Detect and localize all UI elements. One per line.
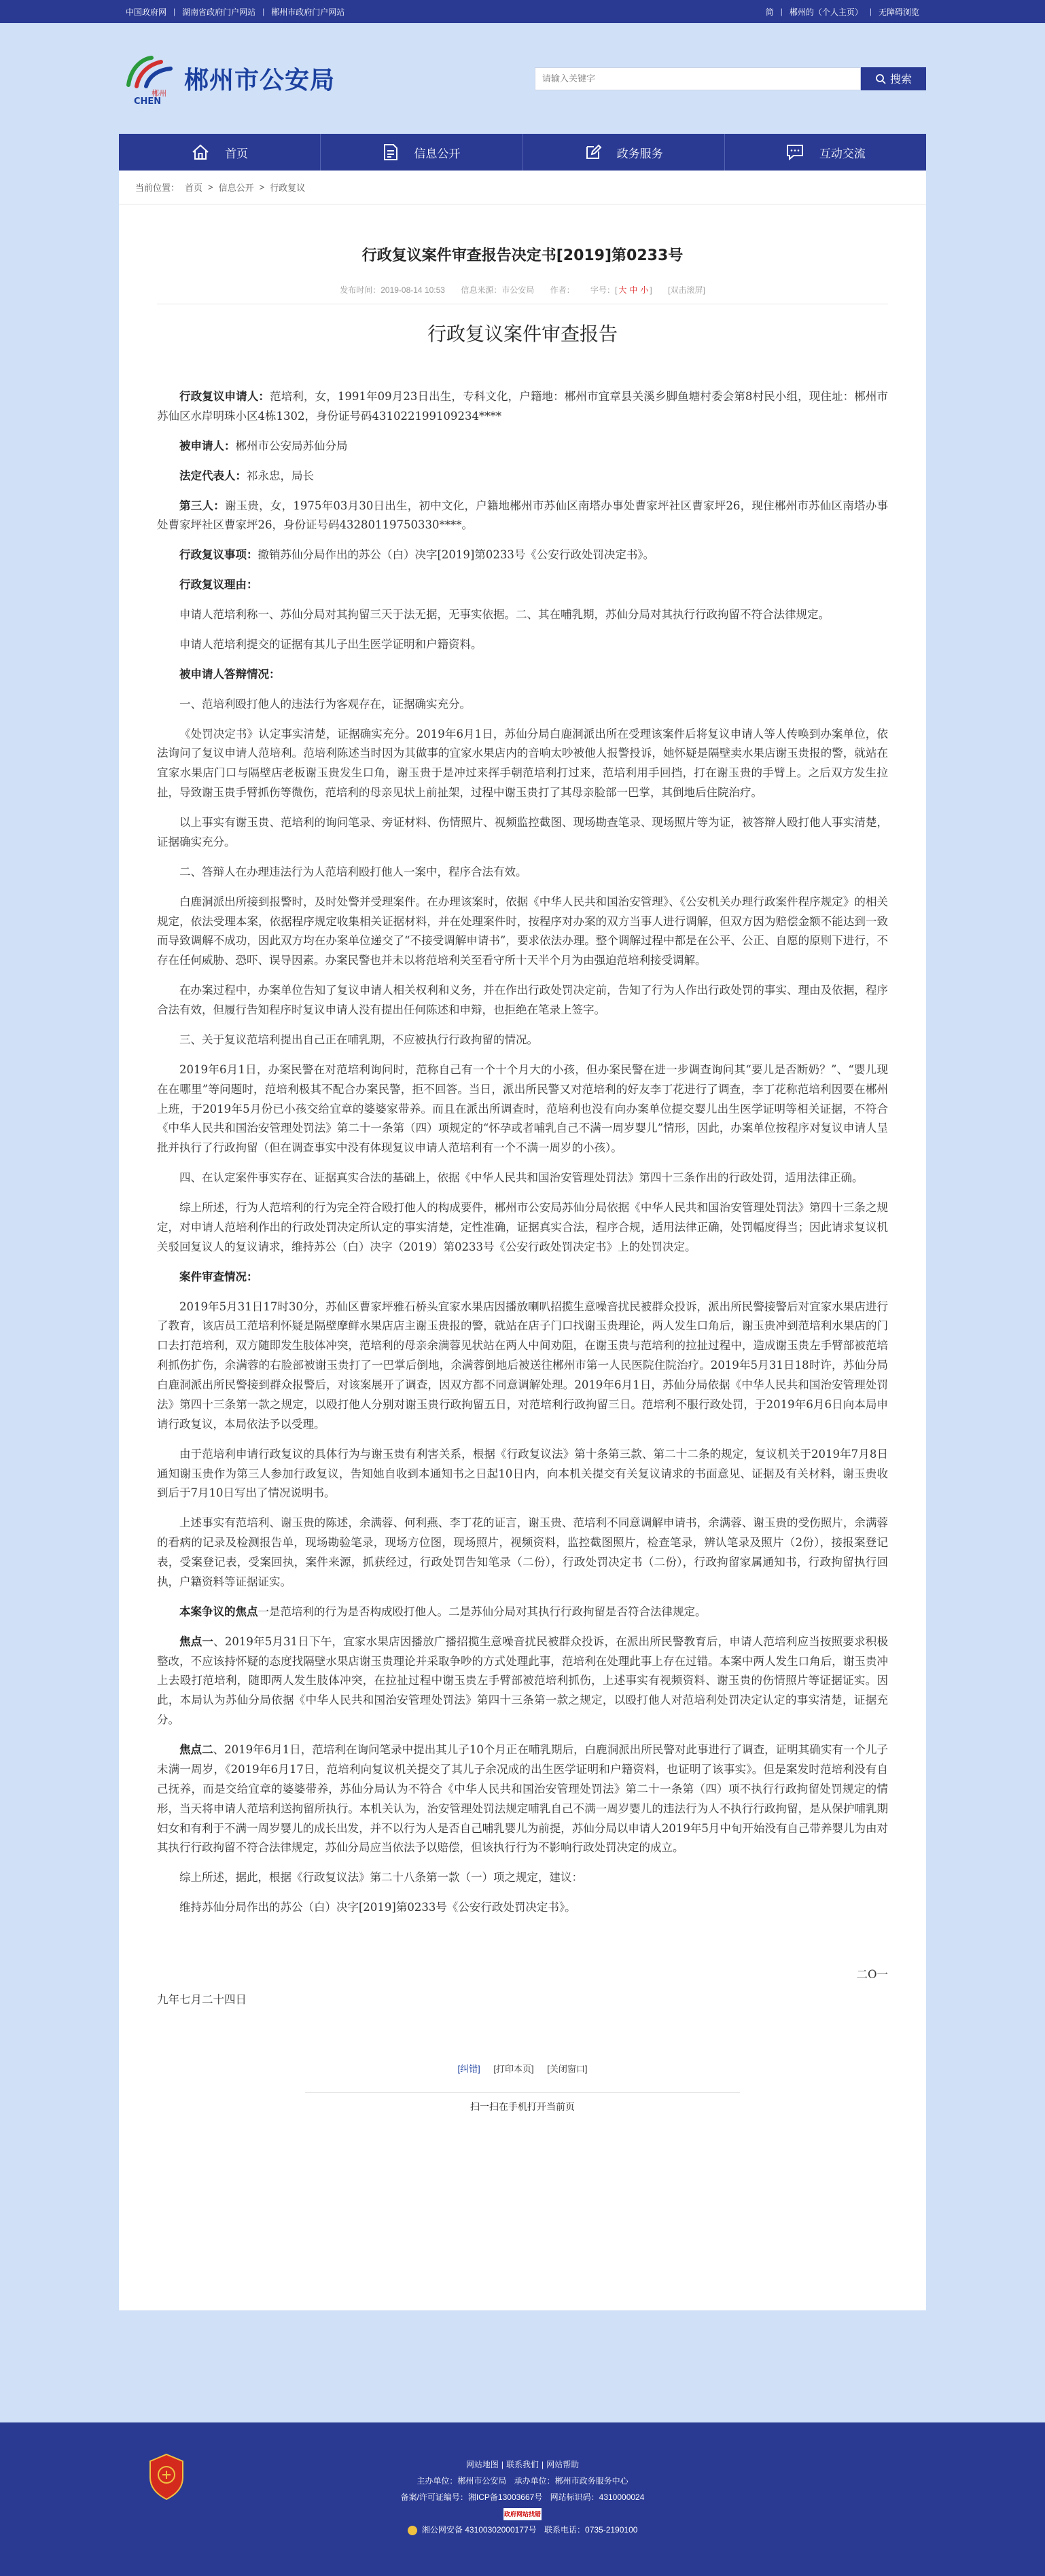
correction-button[interactable]: [纠错]: [457, 2063, 480, 2074]
breadcrumb-current[interactable]: 行政复议: [270, 183, 306, 193]
breadcrumb-prefix: 当前位置：: [135, 183, 180, 193]
paragraph-text: 在办案过程中，办案单位告知了复议申请人相关权利和义务，并在作出行政处罚决定前，告知了行为人作出行政处罚的事实、理由及依据，程序合法有效，但履行告知程序时复议申请人没有提出任何陈述和申辩，也拒绝在笔录上签字。: [157, 984, 888, 1016]
document-paragraph: [157, 665, 888, 685]
document-paragraph: [157, 1031, 888, 1050]
footer-link-contact[interactable]: 联系我们: [506, 2460, 539, 2469]
paragraph-text: 申请人范培利称一、苏仙分局对其拘留三天于法无据，无事实依据。二、其在哺乳期，苏仙分局对其执行行政拘留不符合法律规定。: [179, 608, 830, 621]
site-title: 郴州市公安局: [184, 67, 336, 94]
document-icon: [383, 143, 399, 161]
paragraph-text: 四、在认定案件事实存在、证据真实合法的基础上，依据《中华人民共和国治安管理处罚法》第四十三条作出的行政处罚，适用法律正确。: [179, 1171, 864, 1185]
svg-text:CHEN: CHEN: [134, 96, 162, 105]
publish-time: 发布时间：2019-08-14 10:53: [340, 285, 445, 295]
search-input[interactable]: [535, 67, 861, 90]
link-province-gov[interactable]: 湖南省政府门户网站: [182, 7, 256, 17]
qr-hint-text[interactable]: 扫一扫在手机打开当前页: [470, 2101, 575, 2113]
document-paragraph: [157, 1168, 888, 1188]
paragraph-text: 谢玉贵，女，1975年03月30日出生，初中文化，户籍地郴州市苏仙区南塔办事处曹家坪社区曹家坪26，现住郴州市苏仙区南塔办事处曹家坪社区曹家坪26，身份证号码43280119750330****。: [157, 499, 888, 532]
paragraph-text: 由于范培利申请行政复议的具体行为与谢玉贵有利害关系，根据《行政复议法》第十条第三款、第二十二条的规定，复议机关于2019年7月8日通知谢玉贵作为第三人参加行政复议，告知她自收到本通知书之日起10日内，向本机关提交有关复议请求的书面意见、证据及有关材料，谢玉贵收到后于7月10日写出了情况说明书。: [157, 1447, 888, 1500]
document-paragraph: [157, 545, 888, 565]
nav-label: 互动交流: [819, 147, 866, 161]
separator: |: [869, 7, 872, 16]
nav-label: 首页: [225, 147, 249, 161]
search-button[interactable]: [861, 67, 926, 90]
link-central-gov[interactable]: 中国政府网: [126, 7, 167, 17]
svg-text:郴州: 郴州: [152, 88, 166, 98]
nav-label: 政务服务: [616, 147, 663, 161]
paragraph-text: 一是范培利的行为是否构成殴打他人。二是苏仙分局对其执行行政拘留是否符合法律规定。: [258, 1605, 707, 1618]
site-logo[interactable]: [122, 52, 335, 105]
footer-link-sitemap[interactable]: 网站地图: [465, 2460, 499, 2469]
paragraph-text: 、2019年6月1日，范培利在询问笔录中提出其儿子10个月正在哺乳期后，白鹿洞派出所民警对此事进行了调查，证明其确实有一个儿子未满一周岁，《2019年6月17日，范培利向复议机关提交了其儿子余况成的出生医学证明和户籍资料，也证明了该事实》。但是案发时范培利没有自己抚养，而是交给宜章的婆婆带养，苏仙分局认为不符合《中华人民共和国治安管理处罚法》第二十一条第（四）项不执行行政拘留处罚规定的情形，当天将申请人范培利送拘留所执行。本机关认为，治安管理处罚法规定哺乳自己不满一周岁婴儿的违法行为人不执行行政拘留，是从保护哺乳期妇女和有利于不满一周岁婴儿的成长出发，并不以行为人是否自己哺乳婴儿为前提，苏仙分局以申请人2019年5月中旬开始没有自己带养婴儿为由对其执行行政拘留不符合法律规定，苏仙分局应当依法予以赔偿，但该执行行为不影响行政处罚决定的成立。: [157, 1743, 889, 1855]
link-accessibility[interactable]: 无障碍浏览: [878, 7, 919, 17]
separator: |: [173, 7, 176, 16]
logo-emblem-icon: [122, 52, 177, 105]
document-paragraph: [157, 1740, 888, 1858]
main-nav: [119, 134, 926, 171]
footer-police-row: [119, 2522, 926, 2538]
paragraph-text: 郴州市公安局苏仙分局: [235, 439, 348, 452]
document-paragraph: [157, 1198, 888, 1257]
document-paragraph: [157, 813, 888, 853]
document-paragraph: [157, 1060, 888, 1158]
font-size-control: 字号：[ 大 中 小 ]: [590, 285, 652, 295]
paragraph-text: 2019年6月1日，办案民警在对范培利询问时，范称自己有一个十个月大的小孩，但办案民警在进一步调查询问其“要儿是否断奶？”、“婴儿现在在哪里”等问题时，范培利极其不配合办案民警，拒不回答。当日，派出所民警又对范培利的好友李丁花进行了调查，李丁花称范培利因要在郴州上班，于2019年5月份已小孩交给宜章的婆婆家带养。而且在派出所调查时，范培利也没有向办案单位提交婴儿出生医学证明等相关证据，不符合《中华人民共和国治安管理处罚法》第二十一条第（四）项规定的“怀孕或者哺乳自己不满一周岁婴儿”情形，因此，办案单位按程序对复议申请人呈批并执行了行政拘留（但在调查事实中没有体现复议申请人范培利有一个不满一周岁的小孩）。: [157, 1062, 888, 1155]
footer-link-help[interactable]: 网站帮助: [546, 2460, 580, 2469]
paragraph-heading: 第三人：: [179, 499, 225, 512]
footer-info: [119, 2456, 926, 2538]
paragraph-text: 撤销苏仙分局作出的苏公（白）决字[2019]第0233号《公安行政处罚决定书》。: [258, 548, 655, 562]
paragraph-text: 白鹿洞派出所接到报警时，及时处警并受理案件。在办理该案时，依据《中华人民共和国治安管理》、《公安机关办理行政案件程序规定》的相关规定，依法受理本案，依据程序规定收集相关证据材料，并在处理案件时，按程序对办案的双方当事人进行调解，但双方因为赔偿金额不能达到一致而导致调解不成功，因此双方均在办案单位递交了“不接受调解申请书”，要求依法办理。整个调解过程中都是在公平、公正、自愿的原则下进行，不存在任何威胁、恐吓、误导因素。办案民警也并未以将范培利关至看守所十天半个月为由强迫范培利接受调解。: [157, 895, 888, 967]
article-tools: [157, 2062, 888, 2075]
paragraph-text: 上述事实有范培利、谢玉贵的陈述，余满蓉、何利燕、李丁花的证言，谢玉贵、范培利不同意调解申请书，余满蓉、谢玉贵的受伤照片，余满蓉的看病的记录及检测报告单，现场勘验笔录，现场方位图，现场照片，视频资料，监控截图照片，检查笔录，辨认笔录及照片（2份），接报案登记表，受案登记表，受案回执，案件来源，抓获经过，行政处罚告知笔录（二份），行政处罚决定书（二份），行政拘留家属通知书，行政拘留执行回执，户籍资料等证据证实。: [157, 1516, 888, 1588]
nav-item-interaction[interactable]: [725, 134, 926, 171]
paragraph-text: 、2019年5月31日下午，宜家水果店因播放广播招揽生意噪音扰民被群众投诉，在派出所民警教育后，申请人范培利应当按照要求积极整改，不应该持怀疑的态度找隔壁水果店谢玉贵理论并采取争吵的方式处理此事，范培利在处理此事上存在过错。本案中两人发生口角后，谢玉贵冲上去殴打范培利，随即两人发生肢体冲突，在拉扯过程中谢玉贵左手臂部被范培利抓伤，上述事实有视频资料、谢玉贵的伤情照片等证据证实。因此，本局认为苏仙分局依据《中华人民共和国治安管理处罚法》第四十三条第一款之规定，以殴打他人对范培利处罚决定认定的事实清楚，证据充分。: [157, 1634, 888, 1727]
document-paragraph: [157, 467, 888, 486]
footer-sponsor-row: [119, 2473, 926, 2489]
print-button[interactable]: [打印本页]: [493, 2063, 534, 2074]
separator: |: [780, 7, 783, 16]
document-paragraph: [157, 1632, 888, 1730]
nav-label: 信息公开: [414, 147, 461, 161]
footer-links: 网站地图 | 联系我们 | 网站帮助: [465, 2460, 580, 2469]
search-button-label: 搜索: [889, 73, 912, 86]
document-paragraph: [157, 893, 888, 971]
link-simplified[interactable]: 简: [765, 7, 774, 17]
document-paragraph: [157, 1603, 888, 1622]
document-paragraph: [157, 605, 888, 625]
document-title: 行政复议案件审查报告: [427, 323, 618, 345]
breadcrumb: [119, 171, 926, 204]
search-icon: [875, 73, 886, 84]
breadcrumb-separator: >: [259, 182, 265, 192]
document-paragraph: [157, 575, 888, 595]
footer-icp-row: [119, 2489, 926, 2505]
police-badge-icon: [408, 2526, 417, 2535]
separator: |: [262, 7, 265, 16]
site-footer: [0, 2422, 1045, 2576]
paragraph-text: 祁永忠，局长: [247, 469, 314, 482]
document-paragraph: [157, 1268, 888, 1287]
signature-date: 九年七月二十四日: [157, 1992, 247, 2006]
paragraph-heading: 法定代表人：: [179, 469, 247, 482]
paragraph-text: 《处罚决定书》认定事实清楚，证据确实充分。2019年6月1日，苏仙分局白鹿洞派出所在受理该案件后将复议申请人等人传唤到办案单位，依法询问了复议申请人范培利。范培利陈述当时因为其做事的宜家水果店内的音响太吵被他人报警投诉，她怀疑是隔壁卖水果店谢玉贵报的警，就站在宜家水果店门口与隔壁店老板谢玉贵发生口角，谢玉贵于是冲过来挥手朝范培利打过来，范培利用手回挡，打在谢玉贵的手臂上。之后双方发生拉扯，导致谢玉贵手臂抓伤等微伤，范培利的母亲见状上前扯架，过程中谢玉贵打了其母亲脸部一巴掌，其倒地后住院治疗。: [157, 727, 888, 800]
qr-hint: [157, 2092, 888, 2113]
info-source: 信息来源：市公安局: [461, 285, 535, 295]
paragraph-heading: 焦点一: [179, 1634, 214, 1648]
chat-icon: [785, 143, 804, 161]
top-right-links: [759, 6, 926, 18]
paragraph-text: 综上所述，行为人范培利的行为完全符合殴打他人的构成要件，郴州市公安局苏仙分局依据《中华人民共和国治安管理处罚法》第四十三条之规定，对申请人范培利作出的行政处罚决定所认定的事实清楚，定性准确，证据真实合法，程序合规，适用法律正确，处罚幅度得当；因此请求复议机关驳回复议人的复议请求，维持苏公（白）决字（2019）第0233号《公安行政处罚决定书》上的处罚决定。: [157, 1201, 888, 1253]
document-paragraph: [157, 1868, 888, 1888]
footer-gov-mark-row: [119, 2505, 926, 2522]
paragraph-text: 综上所述，据此，根据《行政复议法》第二十八条第一款（一）项之规定，建议：: [179, 1871, 583, 1884]
link-city-gov[interactable]: 郴州市政府门户网站: [271, 7, 345, 17]
nav-item-gov-service[interactable]: [523, 134, 725, 171]
footer-icp[interactable]: 备案/许可证编号：湘ICP备13003667号: [400, 2492, 543, 2502]
top-left-links: [119, 6, 351, 18]
font-medium-button[interactable]: 中: [629, 285, 638, 295]
paragraph-text: 申请人范培利提交的证据有其儿子出生医学证明和户籍资料。: [179, 637, 482, 651]
paragraph-heading: 行政复议理由：: [179, 578, 258, 592]
home-icon: [191, 143, 210, 161]
footer-phone: 联系电话：0735-2190100: [544, 2525, 638, 2535]
document-paragraph: [157, 387, 888, 427]
close-window-button[interactable]: [关闭窗口]: [547, 2063, 588, 2074]
document-paragraph: [157, 695, 888, 715]
gov-error-report-badge[interactable]: 政府网站找错: [503, 2508, 542, 2520]
site-header: [119, 23, 926, 134]
footer-sponsor: 主办单位：郴州市公安局: [417, 2476, 507, 2486]
breadcrumb-separator: >: [208, 182, 213, 192]
paragraph-text: 二、答辩人在办理违法行为人范培利殴打他人一案中，程序合法有效。: [179, 865, 527, 878]
edit-icon: [584, 143, 602, 161]
footer-organizer: 承办单位：郴州市政务服务中心: [514, 2476, 628, 2486]
scroll-button[interactable]: [双击滚屏]: [668, 285, 705, 295]
font-large-button[interactable]: 大: [618, 285, 627, 295]
paragraph-text: 维持苏仙分局作出的苏公（白）决字[2019]第0233号《公安行政处罚决定书》。: [179, 1901, 576, 1914]
paragraph-heading: 行政复议事项：: [179, 548, 258, 562]
paragraph-heading: 被申请人：: [179, 439, 236, 452]
search-bar: [535, 67, 926, 90]
main-content: [119, 171, 926, 2310]
document-paragraph: [157, 981, 888, 1020]
divider: [305, 2092, 740, 2093]
paragraph-text: 一、范培利殴打他人的违法行为客观存在，证据确实充分。: [179, 697, 471, 711]
document-paragraph: [157, 1445, 888, 1504]
nav-item-info-public[interactable]: [321, 134, 522, 171]
paragraph-text: 2019年5月31日17时30分，苏仙区曹家坪雅石桥头宜家水果店因播放喇叭招揽生意噪音扰民被群众投诉，派出所民警接警后对宜家水果店进行了教育，该店员工范培利怀疑是隔壁摩鲜水果店店主谢玉贵报的警，就站在店子门口找谢玉贵理论，两人发生口角后，谢玉贵冲到范培利水果店的门口去打范培利，双方随即发生肢体冲突，范培利的母亲余满蓉见状站在两人中间劝阻，在谢玉贵与范培利的拉扯过程中，造成谢玉贵左手臂部被范培利抓伤扩伤，余满蓉的右脸部被谢玉贵打了一巴掌后倒地，余满蓉倒地后被送往郴州市第一人民医院住院治疗。2019年5月31日18时许，苏仙分局白鹿洞派出所民警接到群众报警后，对该案展开了调查，因双方都不同意调解处理。2019年6月1日，苏仙分局依据《中华人民共和国治安管理处罚法》第四十三条第一款之规定，以殴打他人分别对谢玉贵行政拘留五日，对范培利行政拘留三日。范培利不服行政处罚，于2019年6月6日向本局申请行政复议，本局依法予以受理。: [157, 1300, 888, 1431]
breadcrumb-home[interactable]: 首页: [185, 183, 203, 193]
document-paragraph: [157, 1898, 888, 1918]
document-paragraph: [157, 1514, 888, 1592]
document-paragraph: [157, 863, 888, 882]
signature-year: 二O一: [856, 1968, 888, 1981]
author: 作者：: [550, 285, 575, 295]
document-body: [157, 387, 888, 2010]
link-personal-home[interactable]: 郴州的（个人主页）: [789, 7, 863, 17]
nav-item-home[interactable]: [119, 134, 321, 171]
breadcrumb-info[interactable]: 信息公开: [218, 183, 254, 193]
paragraph-text: 范培利，女，1991年09月23日出生，专科文化，户籍地：郴州市宜章县关溪乡脚鱼塘村委会第8村民小组，现住址：郴州市苏仙区水岸明珠小区4栋1302，身份证号码431022199109234****: [157, 390, 889, 423]
paragraph-text: 三、关于复议范培利提出自己正在哺乳期，不应被执行行政拘留的情况。: [179, 1033, 538, 1046]
top-bar: [0, 0, 1045, 23]
document-paragraph: [157, 437, 888, 457]
document-paragraph: [157, 725, 888, 804]
footer-site-code: 网站标识码：4310000024: [550, 2492, 645, 2502]
paragraph-heading: 案件审查情况：: [179, 1270, 258, 1283]
paragraph-heading: 被申请人答辩情况：: [179, 667, 281, 681]
footer-police-record[interactable]: 湘公网安备 43100302000177号: [421, 2525, 537, 2535]
article-meta: [157, 284, 888, 304]
paragraph-heading: 本案争议的焦点: [179, 1605, 258, 1618]
document-paragraph: [157, 635, 888, 655]
document-paragraph: [157, 1298, 888, 1435]
paragraph-heading: 行政复议申请人：: [179, 390, 270, 403]
paragraph-text: 以上事实有谢玉贵、范培利的询问笔录、旁证材料、伤情照片、视频监控截图、现场勘查笔录、现场照片等为证，被答辩人殴打他人事实清楚，证据确实充分。: [157, 816, 888, 848]
paragraph-heading: 焦点二: [179, 1743, 213, 1756]
document-paragraph: [157, 497, 888, 536]
font-small-button[interactable]: 小: [640, 285, 649, 295]
page-title: 行政复议案件审查报告决定书[2019]第0233号: [361, 247, 684, 264]
